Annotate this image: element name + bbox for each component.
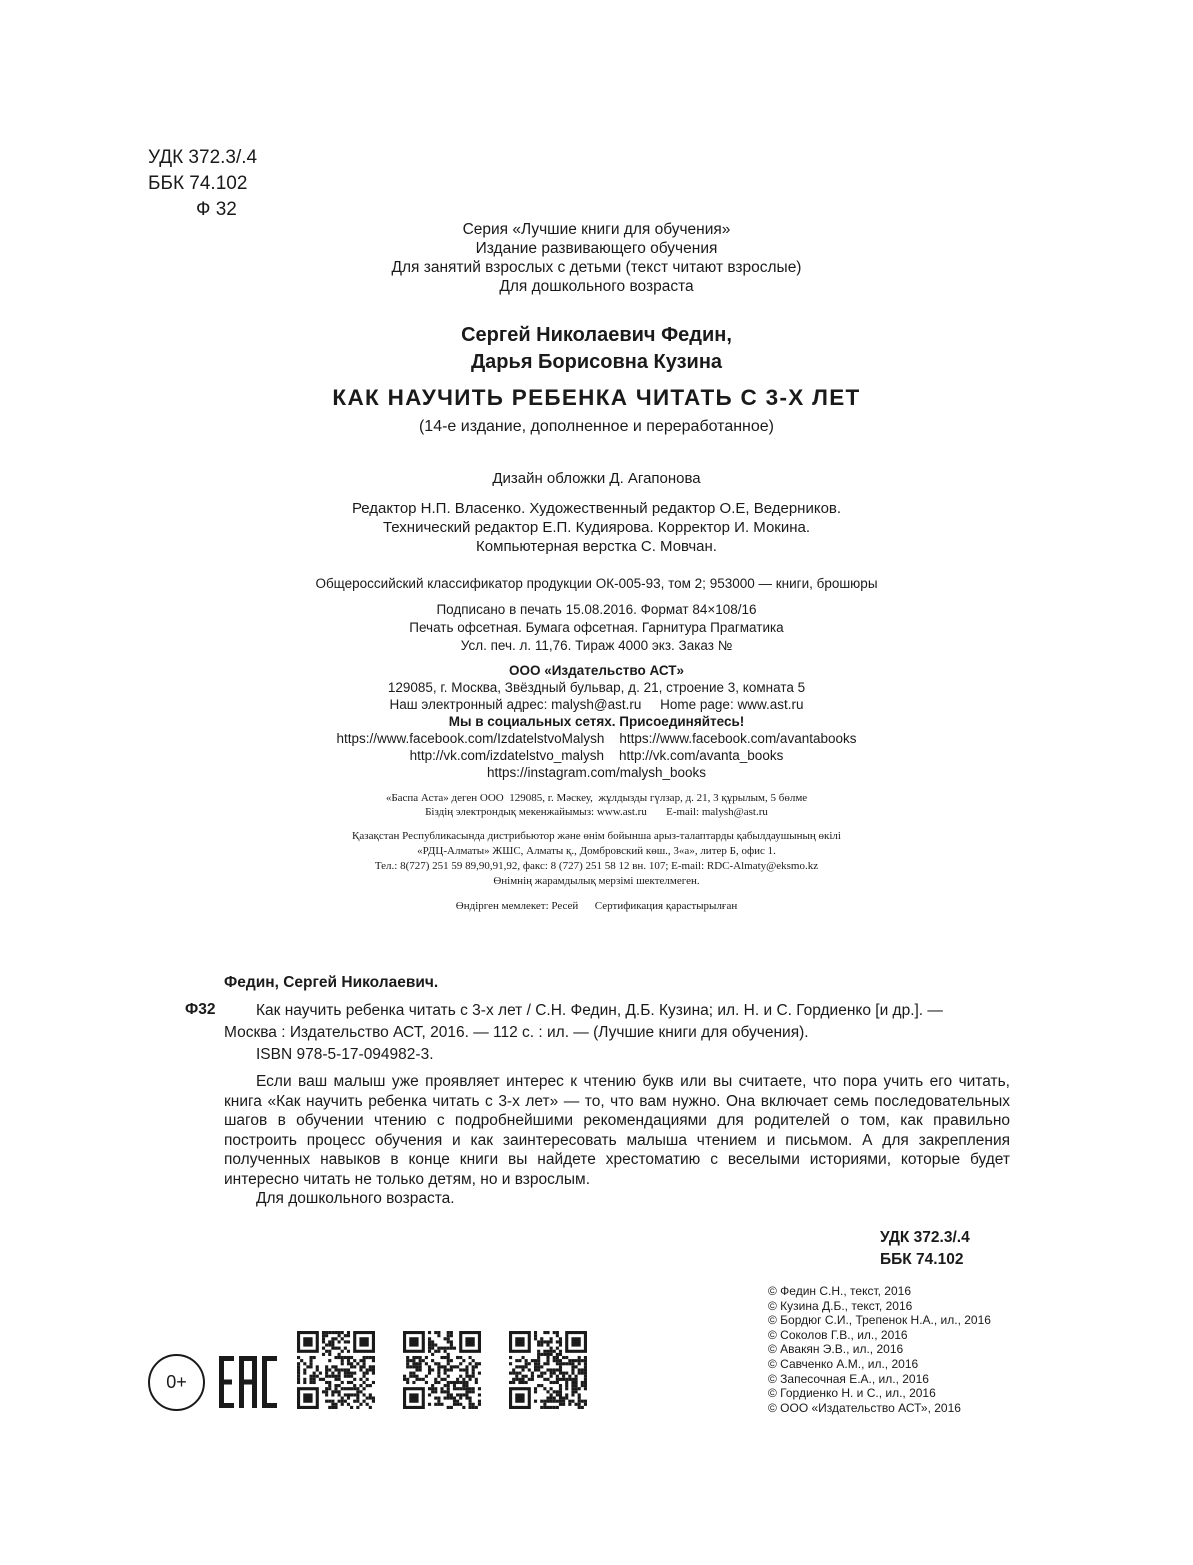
social-links: https://instagram.com/malysh_books (486, 765, 707, 780)
print-line: Печать офсетная. Бумага офсетная. Гарнитура Прагматика (409, 620, 784, 635)
qr-code-icon (297, 1331, 375, 1409)
kz-line: Өнімнің жарамдылық мерзімі шектелмеген. (493, 875, 700, 887)
kz-line: Тел.: 8(727) 251 59 89,90,91,92, факс: 8 (727) 251 58 12 вн. 107; E-mail: RDC-Almaty@eksmo.kz (374, 860, 819, 872)
copyright-line: © Соколов Г.В., ил., 2016 (768, 1327, 908, 1342)
publisher-info (0, 662, 1193, 781)
udk-code: УДК 372.3/.4 (880, 1229, 970, 1246)
edition-info: (14-е издание, дополненное и переработанное) (418, 418, 775, 435)
age-rating-badge: 0+ (148, 1354, 205, 1411)
social-heading: Мы в социальных сетях. Присоединяйтесь! (448, 714, 745, 729)
editors-credits (0, 499, 1193, 556)
cover-design-credit: Дизайн обложки Д. Агапонова (492, 470, 701, 487)
kz-distributor-info (0, 829, 1193, 889)
publisher-address: 129085, г. Москва, Звёздный бульвар, д. 21, строение 3, комната 5 (387, 680, 806, 695)
udk-block-bottom (880, 1227, 970, 1271)
bbk-code: ББК 74.102 (880, 1251, 964, 1268)
copyright-line: © Савченко А.М., ил., 2016 (768, 1356, 919, 1371)
print-line: Подписано в печать 15.08.2016. Формат 84×108/16 (436, 602, 757, 617)
copyright-line: © Кузина Д.Б., текст, 2016 (768, 1298, 913, 1313)
biblio-code: Ф32 (185, 1001, 216, 1018)
series-line: Издание развивающего обучения (475, 240, 718, 257)
social-links: https://www.facebook.com/IzdatelstvoMalysh https://www.facebook.com/avantabooks (336, 731, 857, 746)
annotation-paragraph: Если ваш малыш уже проявляет интерес к чтению букв или вы считаете, что пора учить его читать, книга «Как научить ребенка читать с 3-х лет» — то, что вам нужно. Она включает семь последовательных шагов в обучении чтению с подробнейшими рекомендациями для родителей о том, как правильно построить процесс обучения и как заинтересовать малыша чтением и письмом. А для закрепления полученных навыков в конце книги вы найдете хрестоматию с веселыми историями, которые будет интересно читать не только детям, но и взрослым. (224, 1073, 1010, 1188)
social-links: http://vk.com/izdatelstvo_malysh http://vk.com/avanta_books (409, 748, 784, 763)
copyright-line: © Гордиенко Н. и С., ил., 2016 (768, 1386, 936, 1401)
annotation (224, 1072, 1010, 1209)
authors (0, 322, 1193, 376)
kz-line: Біздің электрондық мекенжайымыз: www.ast.ru E-mail: malysh@ast.ru (425, 806, 768, 818)
udk-block-top (148, 145, 257, 223)
author-name: Сергей Николаевич Федин, (461, 324, 732, 346)
qr-code-icon (509, 1331, 587, 1409)
kz-line: Қазақстан Республикасында дистрибьютор және өнім бойынша арыз-талаптарды қабылдаушының өкілі (352, 830, 841, 842)
series-line: Для дошкольного возраста (499, 278, 694, 295)
copyright-line: © ООО «Издательство АСТ», 2016 (768, 1400, 961, 1415)
series-line: Серия «Лучшие книги для обучения» (462, 221, 731, 238)
editors-line: Компьютерная верстка С. Мовчан. (476, 538, 717, 555)
print-info (0, 601, 1193, 655)
copyright-line: © Авакян Э.В., ил., 2016 (768, 1342, 904, 1357)
series-line: Для занятий взрослых с детьми (текст читают взрослые) (391, 259, 802, 276)
product-classifier: Общероссийский классификатор продукции ОК-005-93, том 2; 953000 — книги, брошюры (315, 576, 878, 591)
print-line: Усл. печ. л. 11,76. Тираж 4000 экз. Заказ № (460, 638, 733, 653)
udk-code: УДК 372.3/.4 (148, 147, 258, 168)
biblio-line: Как научить ребенка читать с 3-х лет / С.Н. Федин, Д.Б. Кузина; ил. Н. и С. Гордиенко [и др.]. — (256, 1002, 943, 1019)
biblio-description (224, 1000, 1014, 1044)
copyright-list (768, 1284, 991, 1415)
isbn: ISBN 978-5-17-094982-3. (256, 1046, 434, 1063)
eac-mark-icon (219, 1356, 277, 1408)
kz-line: «РДЦ-Алматы» ЖШС, Алматы қ., Домбровский көш., 3«а», литер Б, офис 1. (417, 845, 776, 857)
book-title: КАК НАУЧИТЬ РЕБЕНКА ЧИТАТЬ С 3-Х ЛЕТ (332, 385, 861, 410)
copyright-line: © Запесочная Е.А., ил., 2016 (768, 1371, 929, 1386)
author-mark: Ф 32 (196, 199, 237, 220)
bbk-code: ББК 74.102 (148, 173, 248, 194)
qr-code-icon (403, 1331, 481, 1409)
series-info (0, 220, 1193, 296)
publisher-name: ООО «Издательство АСТ» (508, 663, 685, 678)
kz-publisher-info (0, 791, 1193, 819)
copyright-line: © Бордюг С.И., Трепенок Н.А., ил., 2016 (768, 1313, 991, 1328)
author-name: Дарья Борисовна Кузина (470, 351, 723, 373)
biblio-author: Федин, Сергей Николаевич. (224, 974, 439, 991)
kz-origin: Өндірген мемлекет: Ресей Сертификация қарастырылған (455, 900, 738, 912)
editors-line: Редактор Н.П. Власенко. Художественный редактор О.Е, Ведерников. (351, 500, 842, 517)
copyright-line: © Федин С.Н., текст, 2016 (768, 1284, 911, 1298)
annotation-paragraph: Для дошкольного возраста. (256, 1190, 455, 1207)
publisher-contacts: Наш электронный адрес: malysh@ast.ru Home page: www.ast.ru (389, 697, 804, 712)
biblio-line: Москва : Издательство АСТ, 2016. — 112 с. : ил. — (Лучшие книги для обучения). (224, 1024, 809, 1041)
kz-line: «Баспа Аста» деген ООО 129085, г. Мәскеу, жұлдызды гүлзар, д. 21, 3 құрылым, 5 бөлме (385, 792, 808, 804)
editors-line: Технический редактор Е.П. Кудиярова. Корректор И. Мокина. (382, 519, 811, 536)
